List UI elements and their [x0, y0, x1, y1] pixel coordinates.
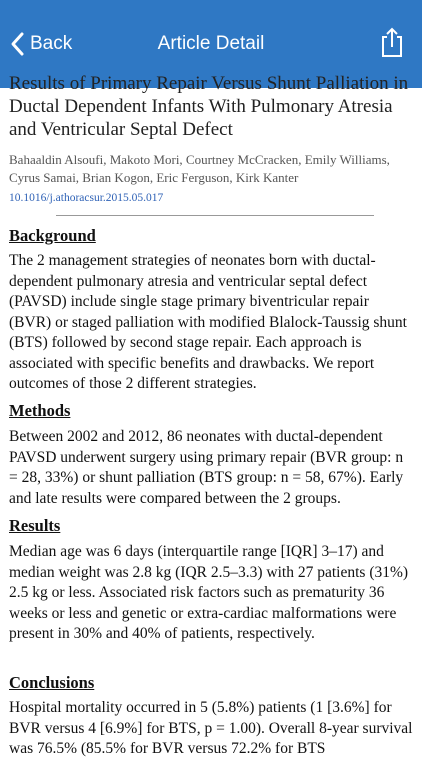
section-heading-background: Background — [9, 226, 96, 245]
doi-link[interactable]: 10.1016/j.athoracsur.2015.05.017 — [9, 192, 164, 204]
section-heading-results: Results — [9, 516, 61, 535]
section-body-background: The 2 management strategies of neonates born with ductal-dependent pulmonary atresia and ventricular septal defect (PAVSD) include single stage primary biventricular repair (BVR) or staged palliation with modified Blalock-Taussig shunt (BTS) followed by second stage repair. Each approach is associated with specific benefits and drawbacks. We report outcomes of those 2 different strategies. — [9, 252, 407, 392]
section-body-results: Median age was 6 days (interquartile range [IQR] 3–17) and median weight was 2.8 kg (IQR 2.5–3.3) with 27 patients (31%) 2.5 kg or less. Associated risk factors such as prematurity 36 weeks or less and genetic or extra-cardiac malformations were present in 30% and 40% of patients, respectively. — [9, 543, 409, 642]
article-authors: Bahaaldin Alsoufi, Makoto Mori, Courtney McCracken, Emily Williams, Cyrus Samai, Brian Kogon, Eric Ferguson, Kirk Kanter — [9, 152, 390, 185]
back-label: Back — [30, 33, 73, 54]
section-body-methods: Between 2002 and 2012, 86 neonates with ductal-dependent PAVSD underwent surgery using primary repair (BVR group: n = 28, 33%) or shunt palliation (BTS group: n = 58, 67%). Early and late results were compared between the 2 groups. — [9, 428, 404, 507]
share-button[interactable] — [378, 26, 406, 58]
article-title: Results of Primary Repair Versus Shunt Palliation in Ductal Dependent Infants With Pulmonary Atresia and Ventricular Septal Defect — [9, 73, 409, 140]
back-button[interactable] — [10, 30, 72, 58]
chevron-left-icon — [10, 32, 24, 56]
share-icon — [378, 26, 406, 58]
divider — [56, 215, 374, 216]
section-heading-methods: Methods — [9, 401, 71, 420]
section-body-conclusions: Hospital mortality occurred in 5 (5.8%) patients (1 [3.6%] for BVR versus 4 [6.9%] for BTS, p = 1.00). Overall 8-year survival was 76.5% (85.5% for BVR versus 72.2% for BTS — [9, 699, 413, 757]
page-title: Article Detail — [157, 33, 265, 54]
article-content[interactable] — [0, 73, 422, 757]
section-heading-conclusions: Conclusions — [9, 673, 95, 692]
